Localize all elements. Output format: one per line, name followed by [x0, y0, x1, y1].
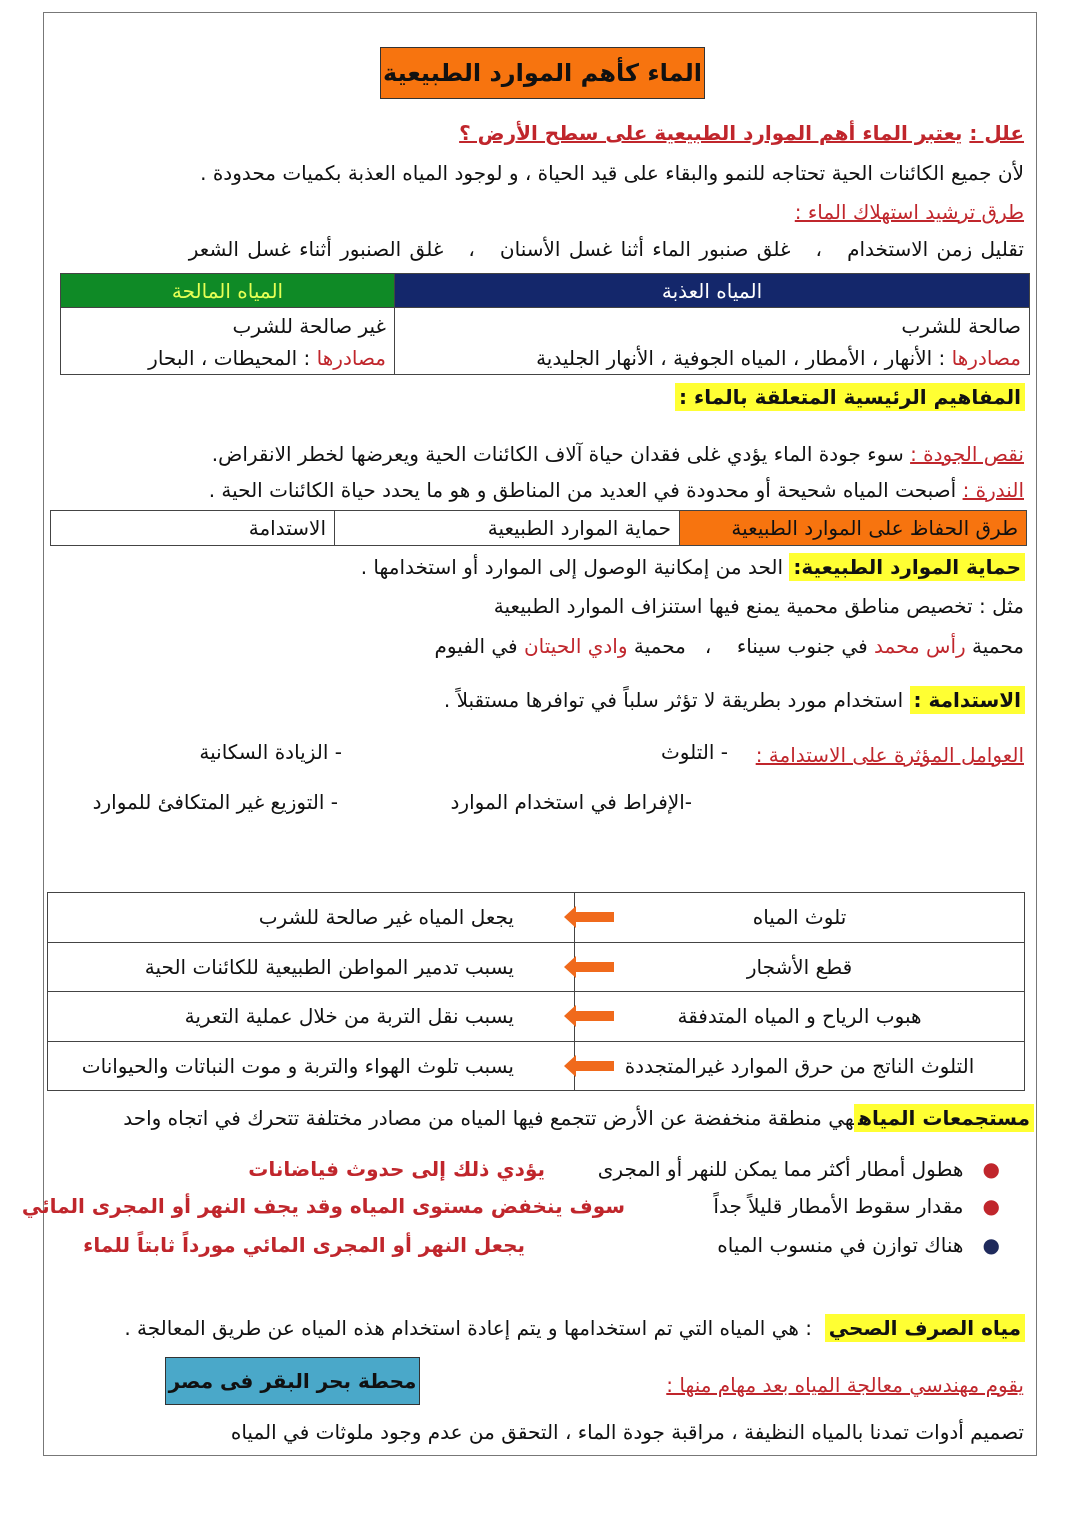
factor-item: - الزيادة السكانية [199, 740, 342, 764]
scarcity-label: الندرة : [962, 478, 1024, 502]
catchment-line [123, 1103, 1034, 1133]
question-text: يعتبر الماء أهم الموارد الطبيعية على سطح الأرض ؟ [459, 121, 963, 145]
arrow-left-icon [564, 956, 614, 978]
scarcity-text: أصبحت المياه شحيحة أو محدودة في العديد من المناطق و هو ما يحدد حياة الكائنات الحية . [208, 478, 957, 502]
page-title: الماء كأهم الموارد الطبيعية [380, 47, 705, 99]
separator: ، [468, 237, 475, 261]
arrow-left-icon [564, 1005, 614, 1027]
catchment-label: مستجمعات المياه [854, 1104, 1034, 1132]
reserve-location: في جنوب سيناء [736, 634, 868, 658]
conservation-protection: حماية الموارد الطبيعية [335, 511, 680, 546]
sewage-text: : هي المياه التي تم استخدامها و يتم إعادة استخدام هذه المياه عن طريق المعالجة . [124, 1316, 813, 1340]
salt-sources: : المحيطات ، البحار [148, 346, 311, 370]
effects-row [48, 942, 1025, 992]
quality-text: سوء جودة الماء يؤدي غلى فقدان حياة آلاف الكائنات الحية ويعرضها لخطر الانقراض. [211, 442, 904, 466]
condition-text: مقدار سقوط الأمطار قليلاً جداً [713, 1194, 964, 1218]
effect-text: يسبب تلوث الهواء والتربة و موت النباتات والحيوانات [81, 1053, 514, 1078]
factors-heading: العوامل المؤثرة على الاستدامة : [755, 743, 1024, 767]
water-types-table [60, 273, 1030, 375]
protection-line [361, 552, 1025, 582]
reserve-location: في الفيوم [434, 634, 518, 658]
separator: ، [704, 634, 712, 658]
sustainability-text: استخدام مورد بطريقة لا تؤثر سلباً في توافرها مستقبلاً . [443, 688, 904, 712]
bullet-condition [598, 1157, 1000, 1181]
factor-item: - التلوث [660, 740, 728, 764]
fresh-desc: صالحة للشرب [901, 314, 1021, 338]
fresh-cell [395, 308, 1030, 375]
bullet-result: يجعل النهر أو المجرى المائي مورداً ثابتاً للماء [83, 1233, 525, 1257]
bullet-dot-icon: ● [982, 1233, 1000, 1257]
reserve-ras-mohamed: رأس محمد [874, 634, 966, 658]
protection-text: الحد من إمكانية الوصول إلى الموارد أو استخدامها . [360, 555, 784, 579]
effect-result [48, 1041, 575, 1091]
rationing-item: تقليل زمن الاستخدام [847, 237, 1024, 261]
question [459, 118, 1024, 148]
effects-row [48, 893, 1025, 943]
separator: ، [815, 237, 823, 261]
question-label: علل : [969, 121, 1024, 145]
bullet-condition [717, 1233, 1000, 1257]
rationing-item: غلق الصنبور أثناء غسل الشعر [188, 237, 444, 261]
fresh-header: المياه العذبة [395, 274, 1030, 308]
protection-label: حماية الموارد الطبيعية: [789, 553, 1025, 581]
fresh-sources-label: مصادرها [951, 346, 1021, 370]
quality-label: نقص الجودة : [910, 442, 1024, 466]
effects-row [48, 1041, 1025, 1091]
salt-cell [61, 308, 395, 375]
salt-desc: غير صالحة للشرب [232, 314, 386, 338]
effect-cause: قطع الأشجار [575, 942, 1025, 992]
fresh-sources: : الأنهار ، الأمطار ، المياه الجوفية ، الأنهار الجليدية [536, 346, 946, 370]
arrow-left-icon [564, 1055, 614, 1077]
conservation-sustainability: الاستدامة [51, 511, 335, 546]
reserves-line [435, 631, 1025, 661]
salt-header: المياه المالحة [61, 274, 395, 308]
effect-text: يسبب نقل التربة من خلال عملية التعرية [184, 1004, 514, 1029]
rationing-items [189, 234, 1024, 264]
effects-table [47, 892, 1025, 1091]
sustainability-line [444, 685, 1025, 715]
engineers-tasks: تصميم أدوات تمدنا بالمياه النظيفة ، مراقبة جودة الماء ، التحقق من عدم وجود ملوثات في المياه [230, 1420, 1024, 1444]
quality-line [212, 439, 1024, 469]
effect-cause: التلوث الناتج من حرق الموارد غيرالمتجددة [575, 1041, 1025, 1091]
bullet-dot-icon: ● [982, 1157, 1000, 1181]
engineers-heading: يقوم مهندسي معالجة المياه بعد مهام منها : [666, 1373, 1024, 1397]
arrow-left-icon [564, 906, 614, 928]
bullet-result: سوف ينخفض مستوى المياه وقد يجف النهر أو المجرى المائي [21, 1194, 625, 1218]
sustainability-label: الاستدامة : [910, 686, 1025, 714]
reserve-word: محمية [633, 634, 686, 658]
rationing-heading: طرق ترشيد استهلاك الماء : [794, 200, 1024, 224]
station-box: محطة بحر البقر فى مصر [165, 1357, 420, 1405]
bullet-condition [713, 1194, 1000, 1218]
concepts-heading: المفاهيم الرئيسية المتعلقة بالماء : [675, 383, 1025, 411]
reserve-wadi-hitan: وادي الحيتان [523, 634, 628, 658]
effect-result [48, 992, 575, 1042]
effect-cause: تلوث المياه [575, 893, 1025, 943]
sewage-line [124, 1313, 1025, 1343]
factor-item: -الإفراط في استخدام الموارد [450, 790, 692, 814]
effect-text: يسبب تدمير المواطن الطبيعية للكائنات الحية [144, 954, 514, 979]
effect-result [48, 942, 575, 992]
effects-row [48, 992, 1025, 1042]
effect-text: يجعل المياه غير صالحة للشرب [258, 905, 514, 930]
salt-sources-label: مصادرها [316, 346, 386, 370]
protection-example: مثل : تخصيص مناطق محمية يمنع فيها استنزاف الموارد الطبيعية [493, 594, 1024, 618]
condition-text: هطول أمطار أكثر مما يمكن للنهر أو المجرى [597, 1157, 964, 1181]
conservation-table [50, 510, 1027, 546]
sewage-label: مياه الصرف الصحي [825, 1314, 1025, 1342]
factor-item: - التوزيع غير المتكافئ للموارد [92, 790, 338, 814]
condition-text: هناك توازن في منسوب المياه [717, 1233, 964, 1257]
bullet-result: يؤدي ذلك إلى حدوث فياضانات [248, 1157, 545, 1181]
conservation-heading: طرق الحفاظ على الموارد الطبيعية [680, 511, 1027, 546]
bullet-dot-icon: ● [982, 1194, 1000, 1218]
catchment-text: هي منطقة منخفضة عن الأرض تتجمع فيها المياه من مصادر مختلفة تتحرك في اتجاه واحد [123, 1106, 855, 1130]
reserve-word: محمية [972, 634, 1024, 658]
rationing-item: غلق صنبور الماء أثنا غسل الأسنان [499, 237, 791, 261]
answer: لأن جميع الكائنات الحية تحتاجه للنمو والبقاء على قيد الحياة ، و لوجود المياه العذبة بكميات محدودة . [200, 161, 1024, 185]
effect-cause: هبوب الرياح و المياه المتدفقة [575, 992, 1025, 1042]
effect-result [48, 893, 575, 943]
scarcity-line [209, 475, 1024, 505]
